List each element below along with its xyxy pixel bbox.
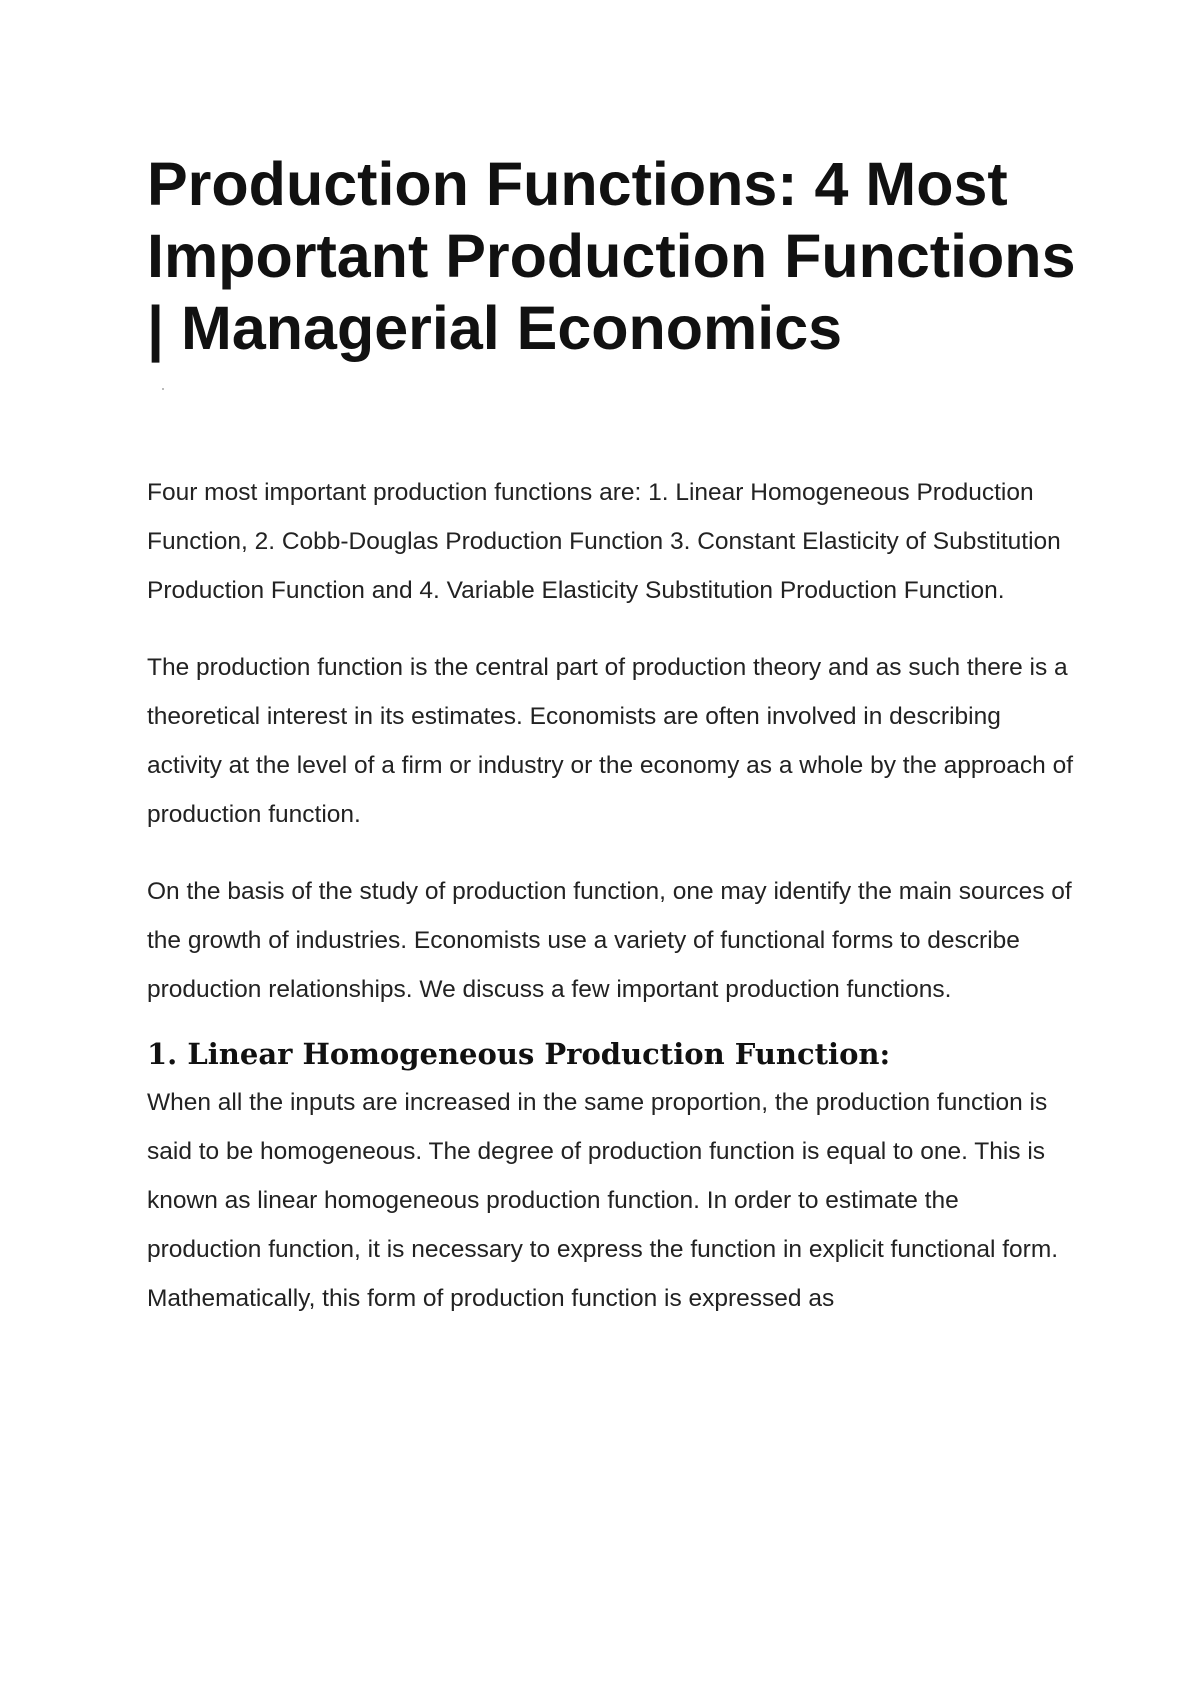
- section-heading: 1. Linear Homogeneous Production Function:: [147, 1037, 891, 1071]
- article-body: [147, 148, 1077, 1323]
- page-title: Production Functions: 4 Most Important Production Functions | Managerial Economics: [147, 150, 1076, 362]
- intro-paragraph: Four most important production functions are: 1. Linear Homogeneous Production Function, 2. Cobb-Douglas Production Function 3. Constant Elasticity of Substitution Production Function and 4. Variable Elasticity Substitution Production Function.: [147, 479, 1061, 604]
- decorative-dot: [162, 388, 164, 390]
- theory-paragraph: The production function is the central part of production theory and as such there is a theoretical interest in its estimates. Economists are often involved in describing activity at the level of a firm or industry or the economy as a whole by the approach of production function.: [147, 654, 1074, 828]
- section-paragraph: When all the inputs are increased in the same proportion, the production function is said to be homogeneous. The degree of production function is equal to one. This is known as linear homogeneous production function. In order to estimate the production function, it is necessary to express the function in explicit functional form. Mathematically, this form of production function is expressed as: [147, 1089, 1059, 1312]
- growth-paragraph: On the basis of the study of production function, one may identify the main sources of the growth of industries. Economists use a variety of functional forms to describe production relationships. We discuss a few important production functions.: [147, 878, 1072, 1003]
